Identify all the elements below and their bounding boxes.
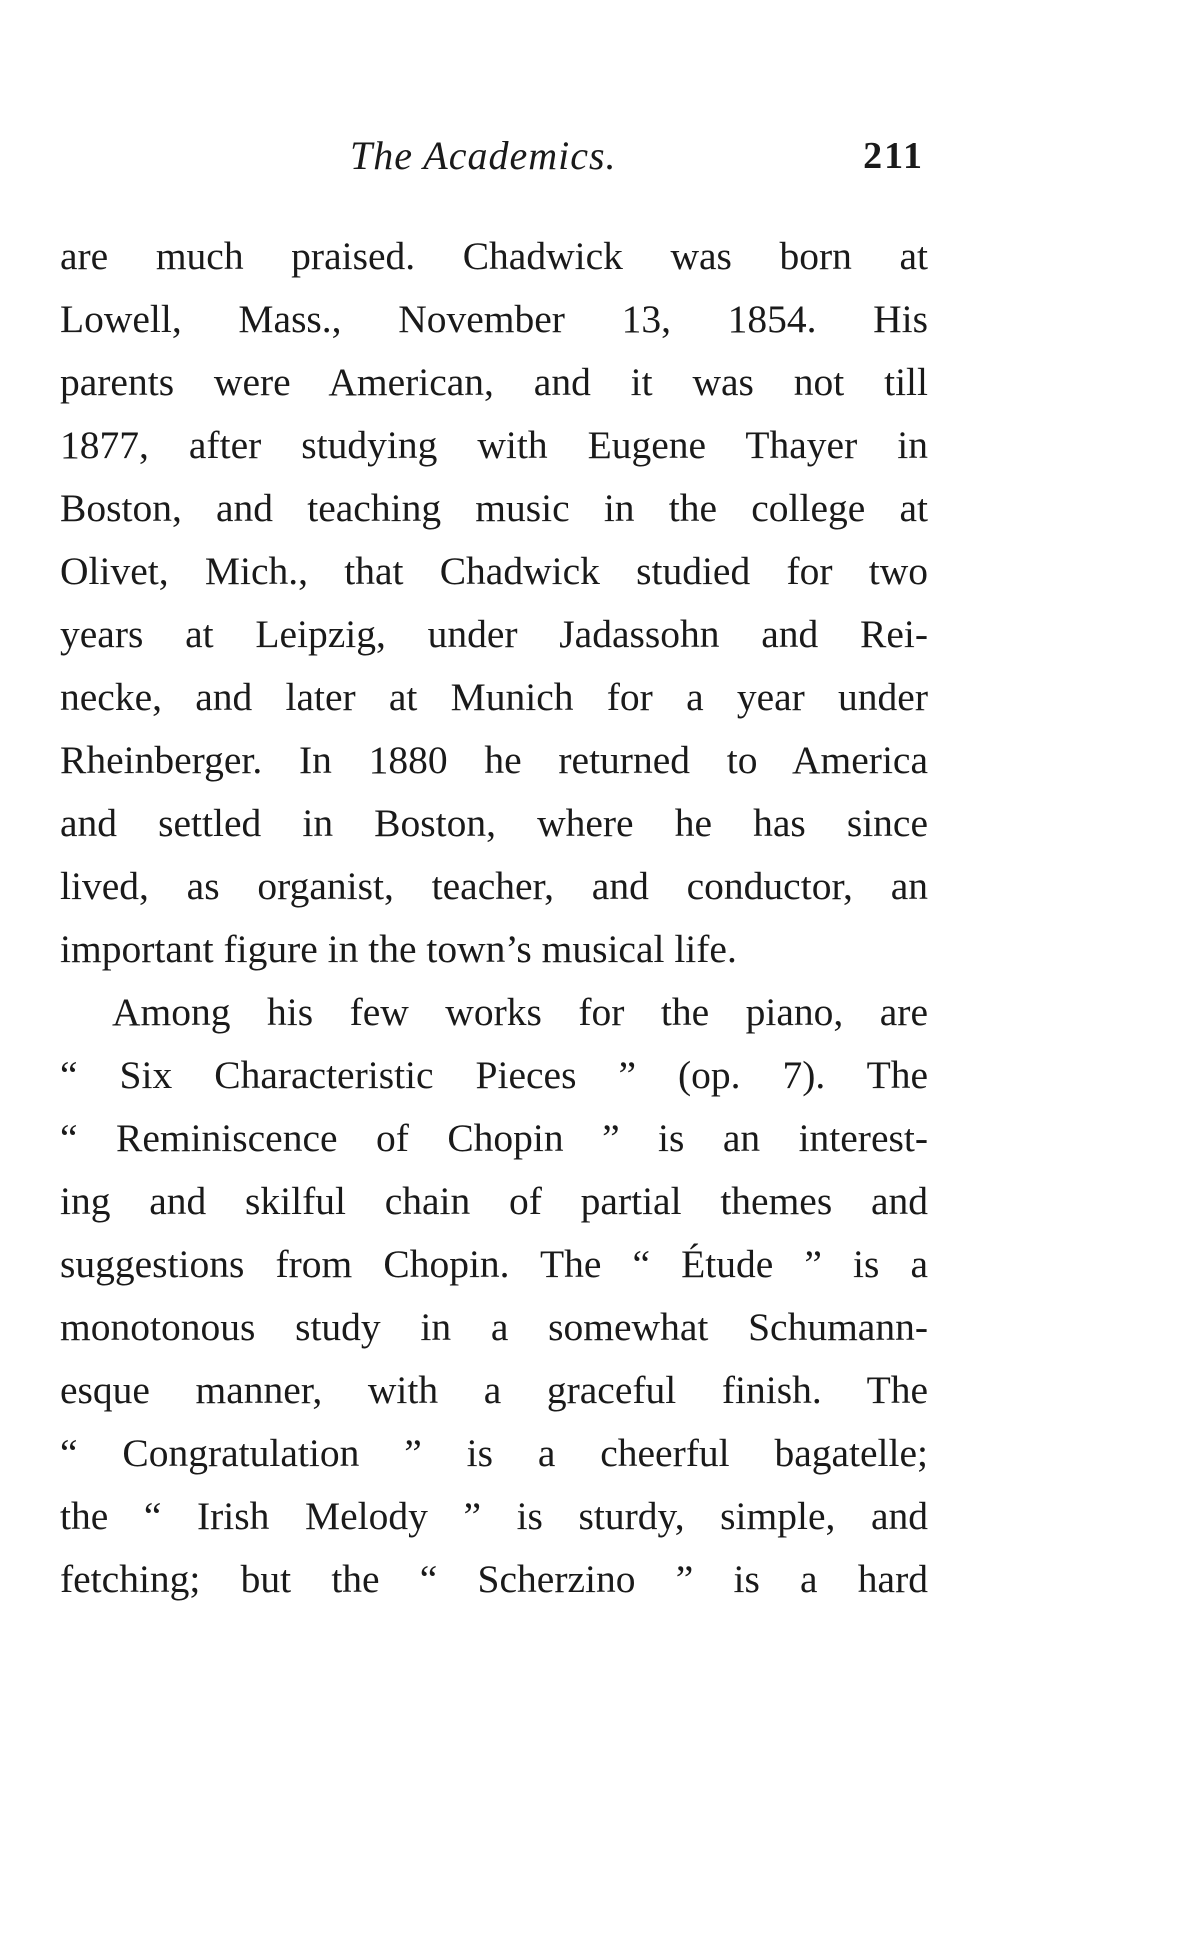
text-line: necke, and later at Munich for a year under [60, 675, 928, 719]
text-line: years at Leipzig, under Jadassohn and Rei- [60, 612, 928, 656]
running-head [60, 132, 930, 188]
text-line: esque manner, with a graceful finish. The [60, 1368, 928, 1412]
text-line: parents were American, and it was not till [60, 360, 928, 404]
text-line: lived, as organist, teacher, and conductor, an [60, 864, 928, 908]
text-line: “ Congratulation ” is a cheerful bagatelle; [60, 1431, 928, 1475]
running-title: The Academics. [350, 133, 617, 178]
text-line: Rheinberger. In 1880 he returned to America [60, 738, 928, 782]
text-line: “ Six Characteristic Pieces ” (op. 7). The [60, 1053, 928, 1097]
text-line: Among his few works for the piano, are [112, 990, 928, 1034]
paragraph-2 [60, 981, 928, 1611]
text-line: Lowell, Mass., November 13, 1854. His [60, 297, 928, 341]
text-line: monotonous study in a somewhat Schumann- [60, 1305, 928, 1349]
text-line: Boston, and teaching music in the college at [60, 486, 928, 530]
text-line: ing and skilful chain of partial themes and [60, 1179, 928, 1223]
text-line: fetching; but the “ Scherzino ” is a hard [60, 1557, 928, 1601]
text-line: Olivet, Mich., that Chadwick studied for two [60, 549, 928, 593]
page-number: 211 [863, 135, 924, 177]
text-line: and settled in Boston, where he has since [60, 801, 928, 845]
text-line: “ Reminiscence of Chopin ” is an interest- [60, 1116, 928, 1160]
text-line: 1877, after studying with Eugene Thayer in [60, 423, 928, 467]
text-line: the “ Irish Melody ” is sturdy, simple, and [60, 1494, 928, 1538]
text-line: important figure in the town’s musical life. [60, 927, 737, 971]
paragraph-1 [60, 225, 928, 981]
text-line: are much praised. Chadwick was born at [60, 234, 928, 278]
text-line: suggestions from Chopin. The “ Étude ” is a [60, 1242, 928, 1286]
body-text [60, 225, 928, 1611]
